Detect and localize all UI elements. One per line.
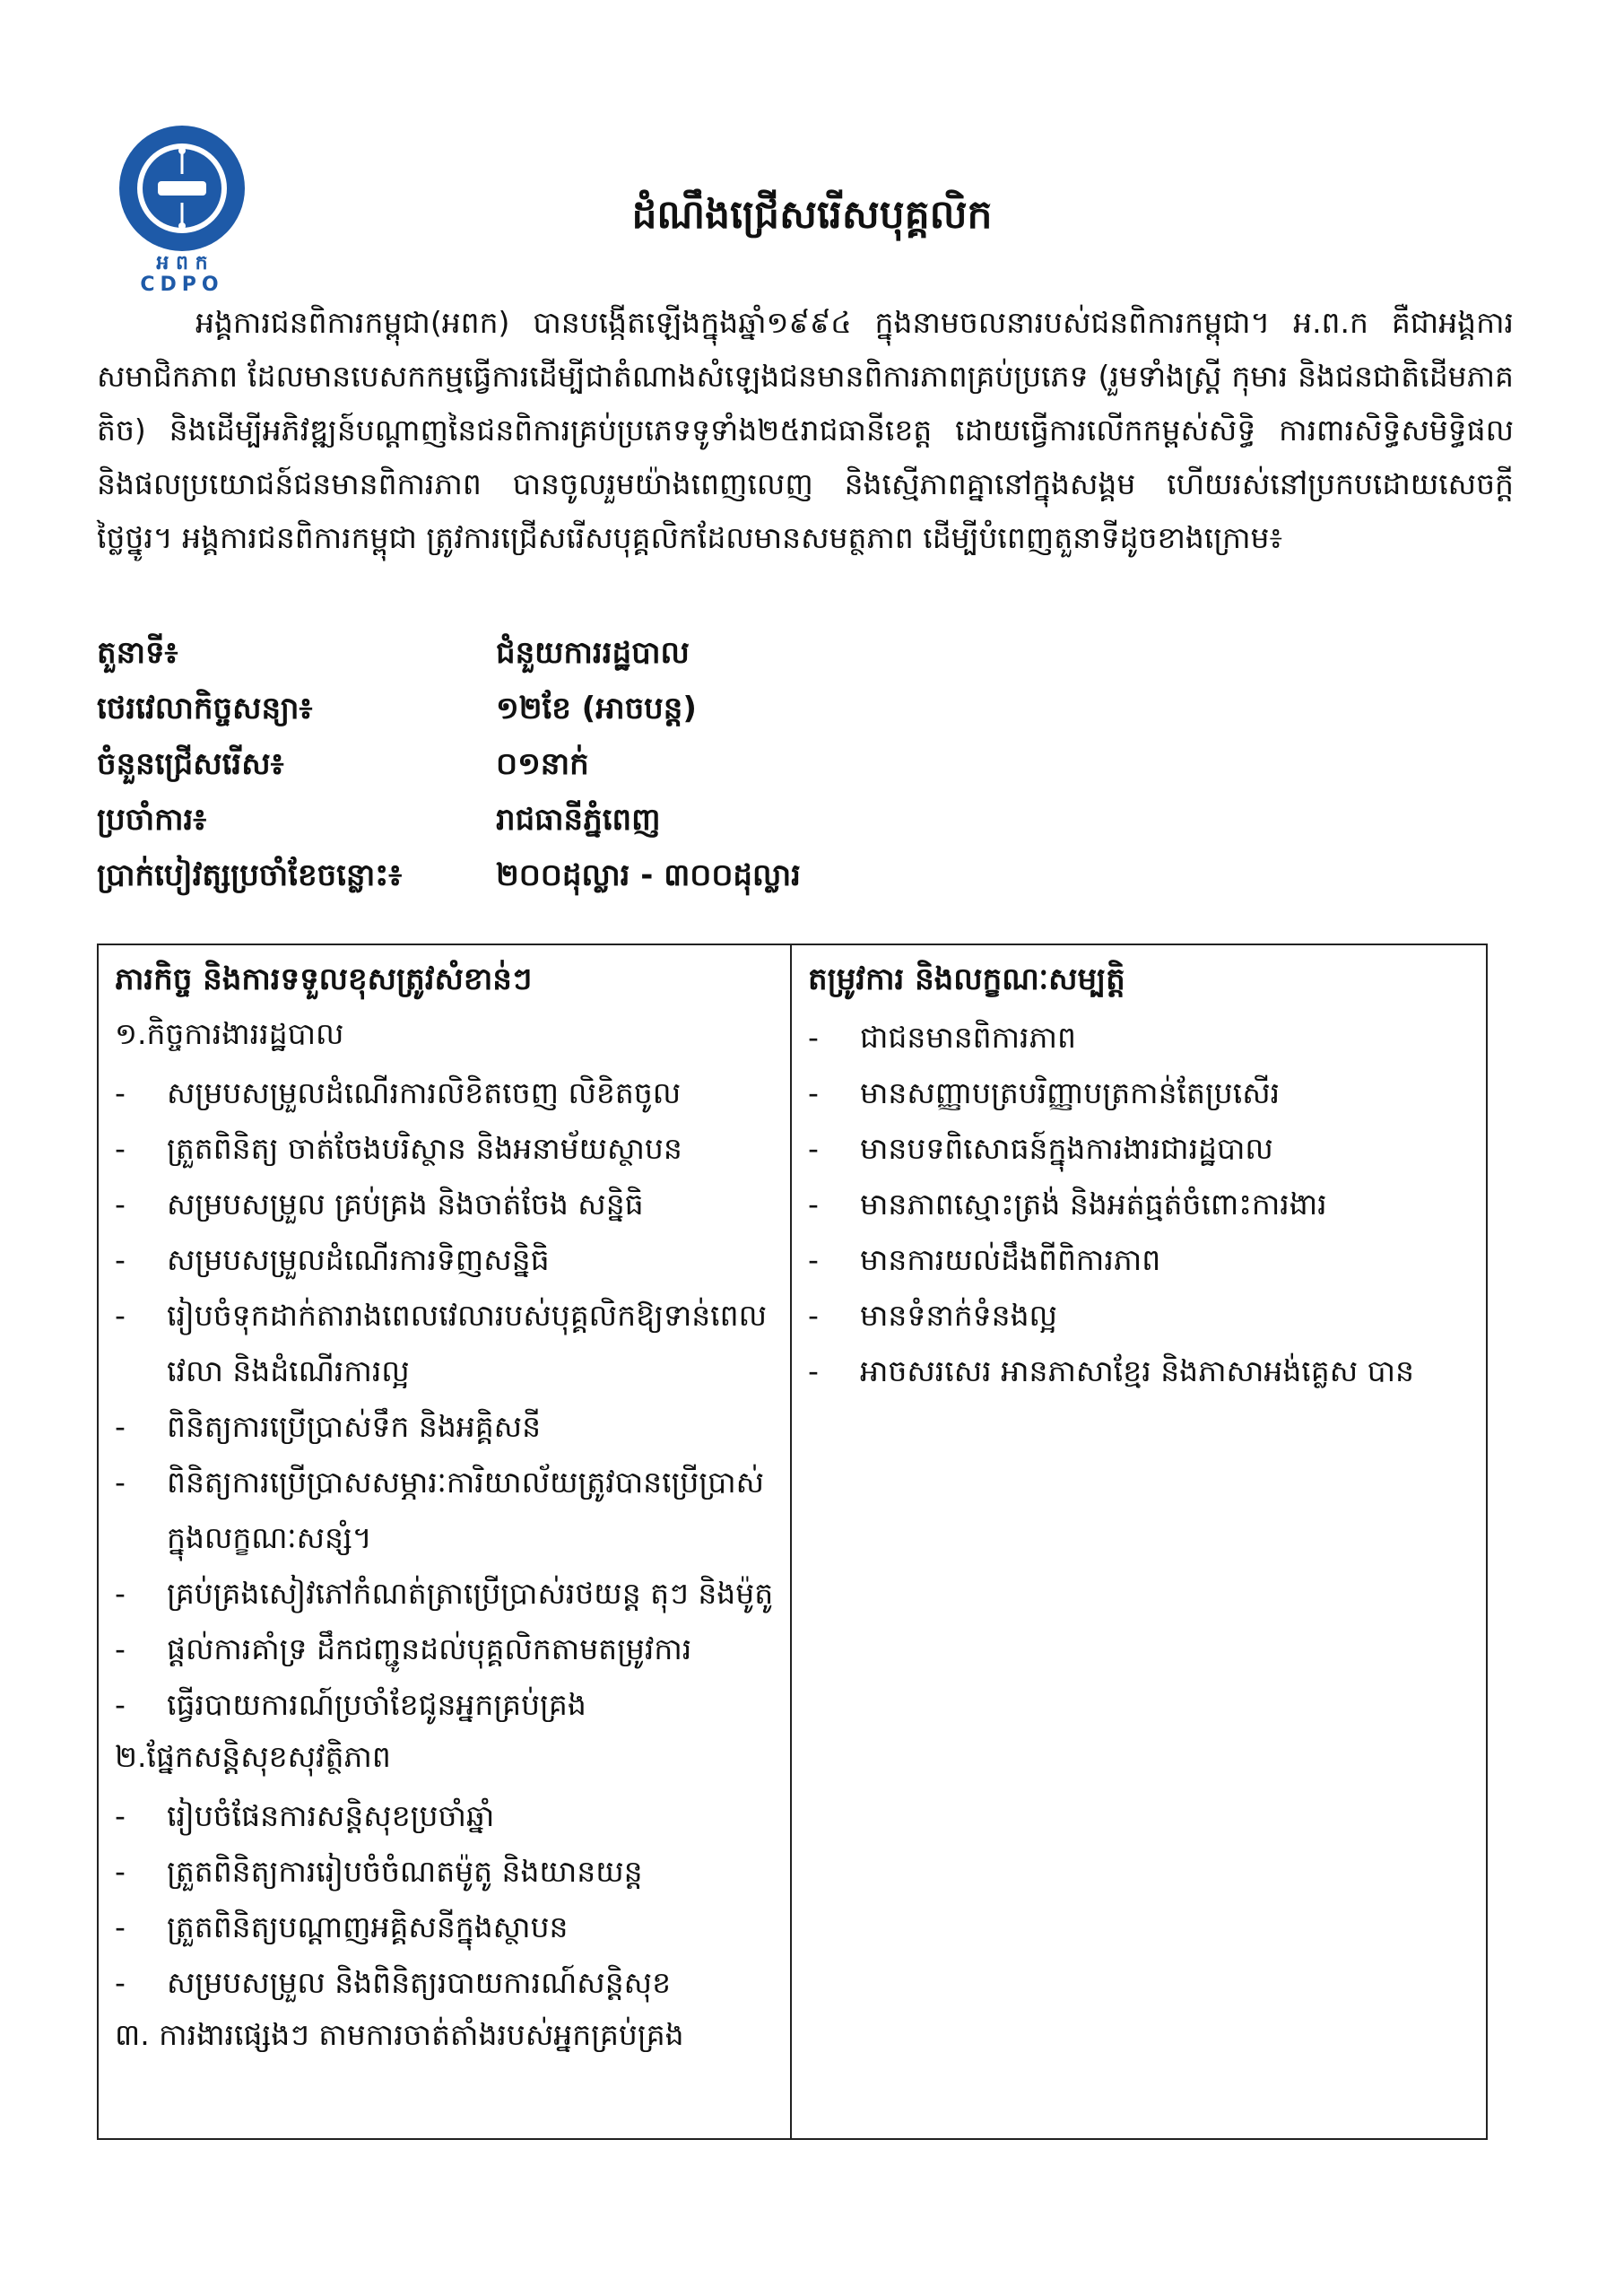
dash-bullet: - (115, 1631, 126, 1666)
info-row-location (97, 795, 1442, 850)
list-item: - សម្របសម្រួលដំណើរការលិខិតចេញ លិខិតចូល (115, 1065, 774, 1121)
list-item: - មានភាពស្មោះត្រង់ និងអត់ធ្មត់ចំពោះការងារ (808, 1177, 1470, 1232)
section-title: ២.ផ្នែកសន្តិសុខសុវត្ថិភាព (115, 1739, 391, 1774)
section-title: ១.កិច្ចការងាររដ្ឋបាល (115, 1016, 344, 1051)
requirements-column (792, 945, 1486, 2138)
dash-bullet: - (115, 1465, 126, 1500)
page-title: ដំណឹងជ្រើសរើសបុគ្គលិក (631, 192, 993, 238)
requirements-header: តម្រូវការ និងលក្ខណៈសម្បត្តិ (808, 961, 1125, 997)
list-item: - សម្របសម្រួល និងពិនិត្យរបាយការណ៍សន្តិសុខ (115, 1955, 774, 2011)
list-item: - រៀបចំទុកដាក់តារាងពេលវេលារបស់បុគ្គលិកឱ្យទាន់ពេលវេលា និងដំណើរការល្អ (115, 1288, 774, 1399)
list-item: - មានការយល់ដឹងពីពិការភាព (808, 1232, 1470, 1288)
list-item: - សម្របសម្រួល គ្រប់គ្រង និងចាត់ចែង សន្និធិ (115, 1177, 774, 1232)
svg-text:CDPO: CDPO (140, 274, 224, 294)
dash-bullet: - (808, 1020, 819, 1055)
dash-bullet: - (115, 1909, 126, 1944)
info-value: ជំនួយការរដ្ឋបាល (496, 635, 690, 671)
list-item: - ត្រួតពិនិត្យការរៀបចំចំណតម៉ូតូ និងយានយន្ត (115, 1844, 774, 1900)
info-label: ថេរវេលាកិច្ចសន្យា៖ (97, 691, 313, 726)
list-item: - ត្រួតពិនិត្យបណ្តាញអគ្គិសនីក្នុងស្ថាបន (115, 1900, 774, 1955)
info-row-vacancies (97, 739, 1442, 795)
info-value: ២០០ដុល្លារ - ៣០០ដុល្លារ (496, 857, 801, 893)
list-item: - ពិនិត្យការប្រើប្រាស់ទឹក និងអគ្គិសនី (115, 1399, 774, 1455)
info-label: ប្រាក់បៀវត្សប្រចាំខែចន្លោះ៖ (97, 857, 403, 893)
info-row-position (97, 628, 1442, 683)
dash-bullet: - (115, 1687, 126, 1722)
dash-bullet: - (115, 1965, 126, 2000)
list-item: - ជាជនមានពិការភាព (808, 1010, 1470, 1065)
dash-bullet: - (115, 1576, 126, 1611)
list-item: - ផ្តល់ការគាំទ្រ ដឹកជញ្ជូនដល់បុគ្គលិកតាមតម្រូវការ (115, 1622, 774, 1677)
job-info (97, 628, 1442, 906)
list-item: - ពិនិត្យការប្រើប្រាសសម្ភារៈការិយាល័យត្រូវបានប្រើប្រាស់ក្នុងលក្ខណៈសន្សំ។ (115, 1455, 774, 1566)
duties-header: ភារកិច្ច និងការទទួលខុសត្រូវសំខាន់ៗ (115, 961, 533, 997)
dash-bullet: - (808, 1242, 819, 1277)
dash-bullet: - (808, 1298, 819, 1333)
list-item: - រៀបចំផែនការសន្តិសុខប្រចាំឆ្នាំ (115, 1788, 774, 1844)
list-item: - គ្រប់គ្រងសៀវភៅកំណត់ត្រាប្រើប្រាស់រថយន្ត តុៗ និងម៉ូតូ (115, 1566, 774, 1622)
dash-bullet: - (808, 1353, 819, 1388)
info-value: ១២ខែ (អាចបន្ត) (496, 691, 697, 726)
info-value: ០១នាក់ (496, 746, 589, 782)
list-item: - សម្របសម្រួលដំណើរការទិញសន្និធិ (115, 1232, 774, 1288)
dash-bullet: - (808, 1131, 819, 1166)
duties-requirements-table (97, 944, 1488, 2140)
dash-bullet: - (115, 1242, 126, 1277)
list-item: - ត្រួតពិនិត្យ ចាត់ចែងបរិស្ថាន និងអនាម័យស្ថាបន (115, 1121, 774, 1177)
section-title: ៣. ការងារផ្សេងៗ តាមការចាត់តាំងរបស់អ្នកគ្រប់គ្រង (115, 2017, 684, 2052)
list-item: - មានបទពិសោធន៍ក្នុងការងារជារដ្ឋបាល (808, 1121, 1470, 1177)
dash-bullet: - (115, 1131, 126, 1166)
list-item: - មានទំនាក់ទំនងល្អ (808, 1288, 1470, 1344)
dash-bullet: - (115, 1798, 126, 1833)
dash-bullet: - (115, 1187, 126, 1222)
duties-column (99, 945, 792, 2138)
intro-paragraph: អង្គការជនពិការកម្ពុជា(អពក) បានបង្កើតឡើងក្នុងឆ្នាំ១៩៩៤ ក្នុងនាមចលនារបស់ជនពិការកម្ពុជា។ អ.ព.ក គឺជាអង្គការសមាជិកភាព ដែលមានបេសកកម្មធ្វើការដើម្បីជាតំណាងសំឡេងជនមានពិការភាពគ្រប់ប្រភេទ (រួមទាំងស្ត្រី កុមារ និងជនជាតិដើមភាគតិច) និងដើម្បីអភិវឌ្ឍន៍បណ្តាញនៃជនពិការគ្រប់ប្រភេទទូទាំង២៥រាជធានីខេត្ត ដោយធ្វើការលើកកម្ពស់សិទ្ធិ ការពារសិទ្ធិសមិទ្ធិផល និងផលប្រយោជន៍ជនមានពិការភាព បានចូលរួមយ៉ាងពេញលេញ និងស្មើភាពគ្នានៅក្នុងសង្គម ហើយរស់នៅប្រកបដោយសេចក្តីថ្លៃថ្នូរ។ អង្គការជនពិការកម្ពុជា ត្រូវការជ្រើសរើសបុគ្គលិកដែលមានសមត្ថភាព ដើម្បីបំពេញតួនាទីដូចខាងក្រោម៖ (97, 305, 1514, 555)
svg-text:អ ព ក: អ ព ក (156, 252, 208, 274)
list-item: - មានសញ្ញាបត្របរិញ្ញាបត្រកាន់តែប្រសើរ (808, 1065, 1470, 1121)
info-label: ប្រចាំការ៖ (97, 802, 207, 838)
dash-bullet: - (808, 1187, 819, 1222)
dash-bullet: - (115, 1298, 126, 1333)
dash-bullet: - (115, 1075, 126, 1110)
info-row-salary (97, 850, 1442, 906)
dash-bullet: - (115, 1409, 126, 1444)
info-row-contract (97, 683, 1442, 739)
list-item: - អាចសរសេរ អានភាសាខ្មែរ និងភាសាអង់គ្លេស បាន (808, 1344, 1470, 1399)
info-label: ចំនួនជ្រើសរើស៖ (97, 746, 284, 782)
dash-bullet: - (115, 1854, 126, 1889)
info-value: រាជធានីភ្នំពេញ (496, 802, 661, 838)
list-item: - ធ្វើរបាយការណ៍ប្រចាំខែជូនអ្នកគ្រប់គ្រង (115, 1677, 774, 1733)
info-label: តួនាទី៖ (97, 635, 178, 671)
dash-bullet: - (808, 1075, 819, 1110)
